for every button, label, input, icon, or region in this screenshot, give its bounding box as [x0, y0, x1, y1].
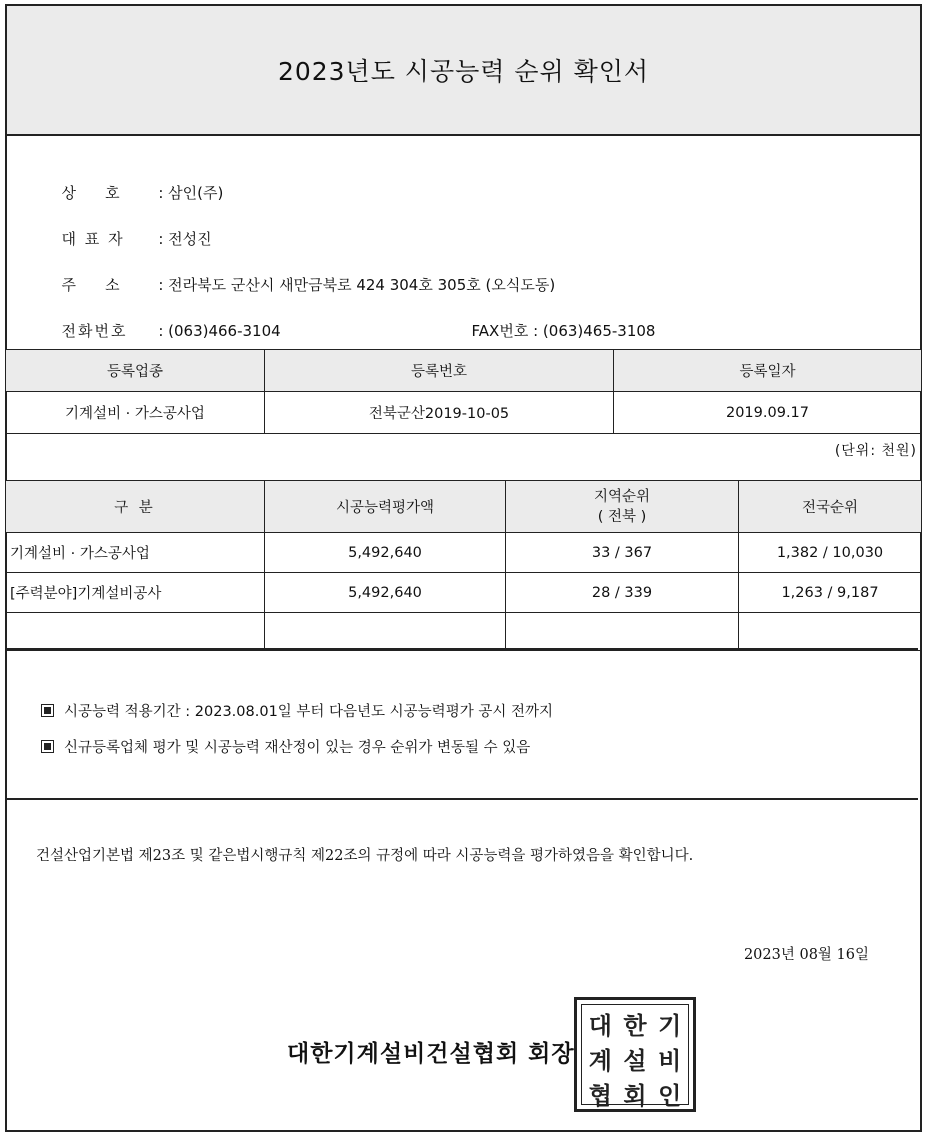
ranking-category: 기계설비 · 가스공사업	[6, 533, 265, 573]
seal-characters	[583, 1006, 687, 1110]
representative-row: 대 표 자 : 전성진	[61, 230, 212, 248]
ranking-amount: 5,492,640	[265, 573, 506, 613]
table-row	[6, 533, 922, 573]
seal-char: 비	[658, 1046, 682, 1075]
regional-rank-title: 지역순위	[593, 488, 651, 505]
note-item	[41, 700, 553, 721]
empty-cell	[265, 613, 506, 651]
notes-section	[5, 648, 918, 800]
ranking-national: 1,263 / 9,187	[739, 573, 922, 613]
page-title: 2023년도 시공능력 순위 확인서	[277, 57, 650, 86]
ranking-amount: 5,492,640	[265, 533, 506, 573]
company-name-row: 상 호 : 삼인(주)	[61, 184, 224, 202]
filled-square-icon	[41, 704, 54, 717]
fax: (063)465-3108	[542, 322, 656, 340]
registration-header-date: 등록일자	[614, 350, 922, 392]
ranking-national: 1,382 / 10,030	[739, 533, 922, 573]
seal-char: 설	[623, 1046, 647, 1075]
seal-char: 대	[588, 1011, 612, 1040]
registration-table	[5, 349, 922, 434]
empty-cell	[6, 613, 265, 651]
empty-cell	[739, 613, 922, 651]
registration-date: 2019.09.17	[614, 392, 922, 434]
empty-cell	[506, 613, 739, 651]
phone-label: 전화번호	[61, 322, 128, 340]
registration-header-type: 등록업종	[6, 350, 265, 392]
unit-label: (단위: 천원)	[834, 443, 917, 459]
note-item	[41, 736, 530, 757]
representative: 전성진	[168, 230, 212, 248]
seal-char: 한	[623, 1011, 647, 1040]
company-name-label: 상 호	[61, 184, 122, 202]
registration-header-number: 등록번호	[265, 350, 614, 392]
seal-char: 인	[658, 1081, 682, 1110]
ranking-regional: 28 / 339	[506, 573, 739, 613]
phone: (063)466-3104	[168, 322, 281, 340]
ranking-regional: 33 / 367	[506, 533, 739, 573]
issuing-organization: 대한기계설비건설협회 회장	[287, 1041, 575, 1067]
ranking-header-regional	[506, 481, 739, 533]
issue-date: 2023년 08월 16일	[743, 947, 869, 963]
seal-char: 계	[588, 1046, 612, 1075]
address: 전라북도 군산시 새만금북로 424 304호 305호 (오식도동)	[168, 276, 556, 294]
filled-square-icon	[41, 740, 54, 753]
registration-type: 기계설비 · 가스공사업	[6, 392, 265, 434]
fax-row: FAX번호 : (063)465-3108	[471, 322, 656, 340]
confirmation-statement: 건설산업기본법 제23조 및 같은법시행규칙 제22조의 규정에 따라 시공능력을 평가하였음을 확인합니다.	[36, 848, 694, 864]
address-row: 주 소 : 전라북도 군산시 새만금북로 424 304호 305호 (오식도동)	[61, 276, 556, 294]
address-label: 주 소	[61, 276, 122, 294]
phone-row: 전화번호 : (063)466-3104	[61, 322, 281, 340]
table-row-empty	[6, 613, 922, 651]
ranking-table	[5, 480, 922, 651]
company-name: 삼인(주)	[168, 184, 224, 202]
ranking-header-amount: 시공능력평가액	[265, 481, 506, 533]
seal-char: 회	[623, 1081, 647, 1110]
seal-char: 기	[658, 1011, 682, 1040]
ranking-category: [주력분야]기계설비공사	[6, 573, 265, 613]
regional-rank-region: ( 전북 )	[597, 508, 647, 525]
note-text: 시공능력 적용기간 : 2023.08.01일 부터 다음년도 시공능력평가 공시 전까지	[64, 704, 553, 720]
title-band	[7, 6, 920, 136]
ranking-header-category: 구 분	[6, 481, 265, 533]
representative-label: 대 표 자	[61, 230, 125, 248]
fax-label: FAX번호	[471, 322, 529, 340]
note-text: 신규등록업체 평가 및 시공능력 재산정이 있는 경우 순위가 변동될 수 있음	[64, 740, 531, 756]
table-row	[6, 573, 922, 613]
registration-number: 전북군산2019-10-05	[265, 392, 614, 434]
seal-char: 협	[588, 1081, 612, 1110]
ranking-header-national: 전국순위	[739, 481, 922, 533]
official-seal	[574, 997, 696, 1112]
